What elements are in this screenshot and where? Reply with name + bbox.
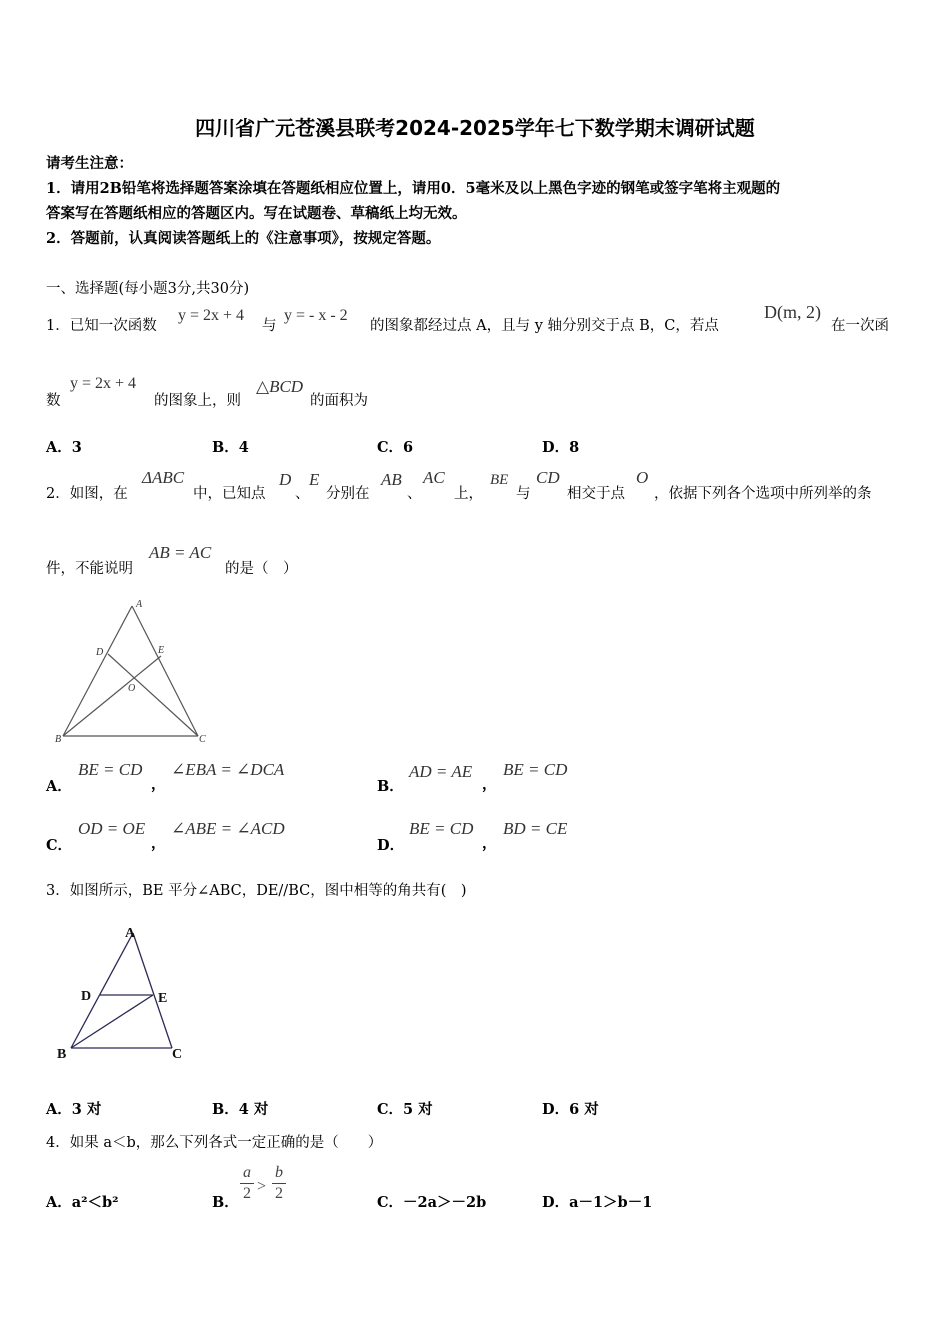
q2-option-b-cond-1: AD = AE	[409, 762, 473, 781]
notice-line-2: 2．答题前，认真阅读答题纸上的《注意事项》，按规定答题。	[46, 230, 441, 247]
q3-fig-label-e: E	[158, 991, 168, 1006]
q4-option-a[interactable]: A．a²＜b²	[46, 1194, 119, 1211]
q2-point-o: O	[636, 468, 649, 487]
q1-text-5: 的图象上，则	[154, 393, 241, 409]
q2-text-4: 与	[516, 486, 531, 502]
q3-option-b[interactable]: B．4 对	[212, 1101, 269, 1118]
q2-sep-2: 、	[407, 486, 422, 502]
q2-option-a-cond-1: BE = CD	[78, 760, 143, 779]
q4-option-c[interactable]: C．－2a＞－2b	[377, 1194, 487, 1211]
q4-option-d[interactable]: D．a－1＞b－1	[542, 1194, 653, 1211]
q1-func-3: y = 2x + 4	[70, 375, 137, 392]
q4-option-b[interactable]: B．	[212, 1194, 239, 1211]
q1-option-a[interactable]: A．3	[46, 439, 82, 456]
q2-seg-cd: CD	[536, 468, 560, 487]
q1-text-6: 的面积为	[310, 393, 368, 409]
q2-option-d-cond-2: BD = CE	[503, 819, 568, 838]
q2-option-c-cond-1: OD = OE	[78, 819, 146, 838]
q1-option-c[interactable]: C．6	[377, 439, 414, 456]
q2-fig-label-d: D	[96, 647, 104, 658]
q1-text-2: 的图象都经过点 A，且与 y 轴分别交于点 B，C，若点	[370, 318, 719, 334]
q2-triangle-figure	[50, 594, 220, 748]
q2-text-3: 上，	[454, 486, 483, 502]
q3-option-a[interactable]: A．3 对	[46, 1101, 102, 1118]
q2-sep-1: 、	[295, 486, 310, 502]
q4-option-b-fraction-2	[272, 1164, 286, 1203]
q4-fraction-2-bar	[272, 1183, 286, 1184]
q2-option-b-comma: ，	[482, 776, 497, 793]
q1-text-3: 在一次函	[831, 318, 889, 334]
notice-heading: 请考生注意：	[46, 155, 133, 172]
q1-func-2: y = - x - 2	[284, 307, 348, 324]
q4-fraction-2-denominator: 2	[275, 1185, 283, 1202]
q3-fig-label-a: A	[125, 926, 136, 941]
q3-fig-label-d: D	[81, 989, 92, 1004]
q2-option-c-comma: ，	[151, 835, 166, 852]
q3-option-d[interactable]: D．6 对	[542, 1101, 599, 1118]
q2-fig-label-c: C	[199, 734, 206, 745]
q4-fraction-1-numerator: a	[243, 1164, 251, 1181]
q1-point-d: D(m, 2)	[764, 302, 821, 322]
q1-number: 1．已知一次函数	[46, 318, 157, 334]
q2-text-6: ，依据下列各个选项中所列举的条	[654, 486, 872, 502]
q2-condition: AB = AC	[149, 543, 212, 562]
q1-triangle: △BCD	[256, 377, 304, 396]
q2-option-c[interactable]: C．	[46, 837, 73, 854]
q2-fig-label-o: O	[128, 683, 136, 694]
q1-func-1: y = 2x + 4	[178, 307, 245, 324]
q1-option-d[interactable]: D．8	[542, 439, 580, 456]
notice-line-1b: 答案写在答题纸相应的答题区内。写在试题卷、草稿纸上均无效。	[46, 205, 467, 222]
q4-option-b-gt: >	[257, 1178, 267, 1195]
q3-option-c[interactable]: C．5 对	[377, 1101, 433, 1118]
q2-fig-label-a: A	[136, 599, 143, 610]
q2-option-d-cond-1: BE = CD	[409, 819, 474, 838]
q4-fraction-1-bar	[240, 1183, 254, 1184]
q2-option-a-comma: ，	[151, 776, 166, 793]
q2-text-7: 件，不能说明	[46, 561, 133, 577]
q2-seg-be: BE	[490, 472, 509, 488]
q2-option-b-cond-2: BE = CD	[503, 760, 568, 779]
q2-triangle: ΔABC	[142, 468, 185, 487]
q2-fig-label-b: B	[55, 734, 62, 745]
q2-option-d-comma: ，	[482, 835, 497, 852]
q2-option-b[interactable]: B．	[377, 778, 404, 795]
q2-text-8: 的是（ ）	[225, 561, 298, 577]
q2-seg-ac: AC	[423, 468, 445, 487]
q2-option-c-cond-2: ∠ABE = ∠ACD	[171, 819, 285, 838]
page-title: 四川省广元苍溪县联考2024-2025学年七下数学期末调研试题	[195, 116, 755, 140]
q2-point-e: E	[309, 470, 320, 489]
q2-text-2: 分别在	[326, 486, 370, 502]
q2-point-d: D	[279, 470, 292, 489]
q3-fig-label-b: B	[57, 1047, 67, 1062]
q4-fraction-1-denominator: 2	[243, 1185, 251, 1202]
q2-seg-ab: AB	[381, 470, 402, 489]
q2-fig-label-e: E	[158, 645, 165, 656]
q3-question: 3．如图所示，BE 平分∠ABC，DE//BC，图中相等的角共有( )	[46, 883, 467, 899]
q2-number: 2．如图，在	[46, 486, 128, 502]
q3-fig-label-c: C	[172, 1047, 183, 1062]
q4-option-b-fraction-1	[240, 1164, 254, 1203]
q1-text-1: 与	[262, 318, 277, 334]
q4-question: 4．如果 a＜b，那么下列各式一定正确的是（ ）	[46, 1135, 383, 1151]
notice-line-1a: 1．请用2B铅笔将选择题答案涂填在答题纸相应位置上，请用0．5毫米及以上黑色字迹的钢笔或签字笔将主观题的	[46, 180, 781, 197]
q2-text-5: 相交于点	[567, 486, 625, 502]
q2-option-a[interactable]: A．	[46, 778, 72, 795]
q2-option-d[interactable]: D．	[377, 837, 405, 854]
q2-option-a-cond-2: ∠EBA = ∠DCA	[171, 760, 285, 779]
q1-option-b[interactable]: B．4	[212, 439, 249, 456]
q3-triangle-figure	[52, 918, 192, 1064]
section-heading: 一、选择题(每小题3分,共30分)	[46, 281, 250, 297]
q1-text-4: 数	[46, 393, 61, 409]
q2-text-1: 中，已知点	[193, 486, 266, 502]
q4-fraction-2-numerator: b	[275, 1164, 283, 1181]
